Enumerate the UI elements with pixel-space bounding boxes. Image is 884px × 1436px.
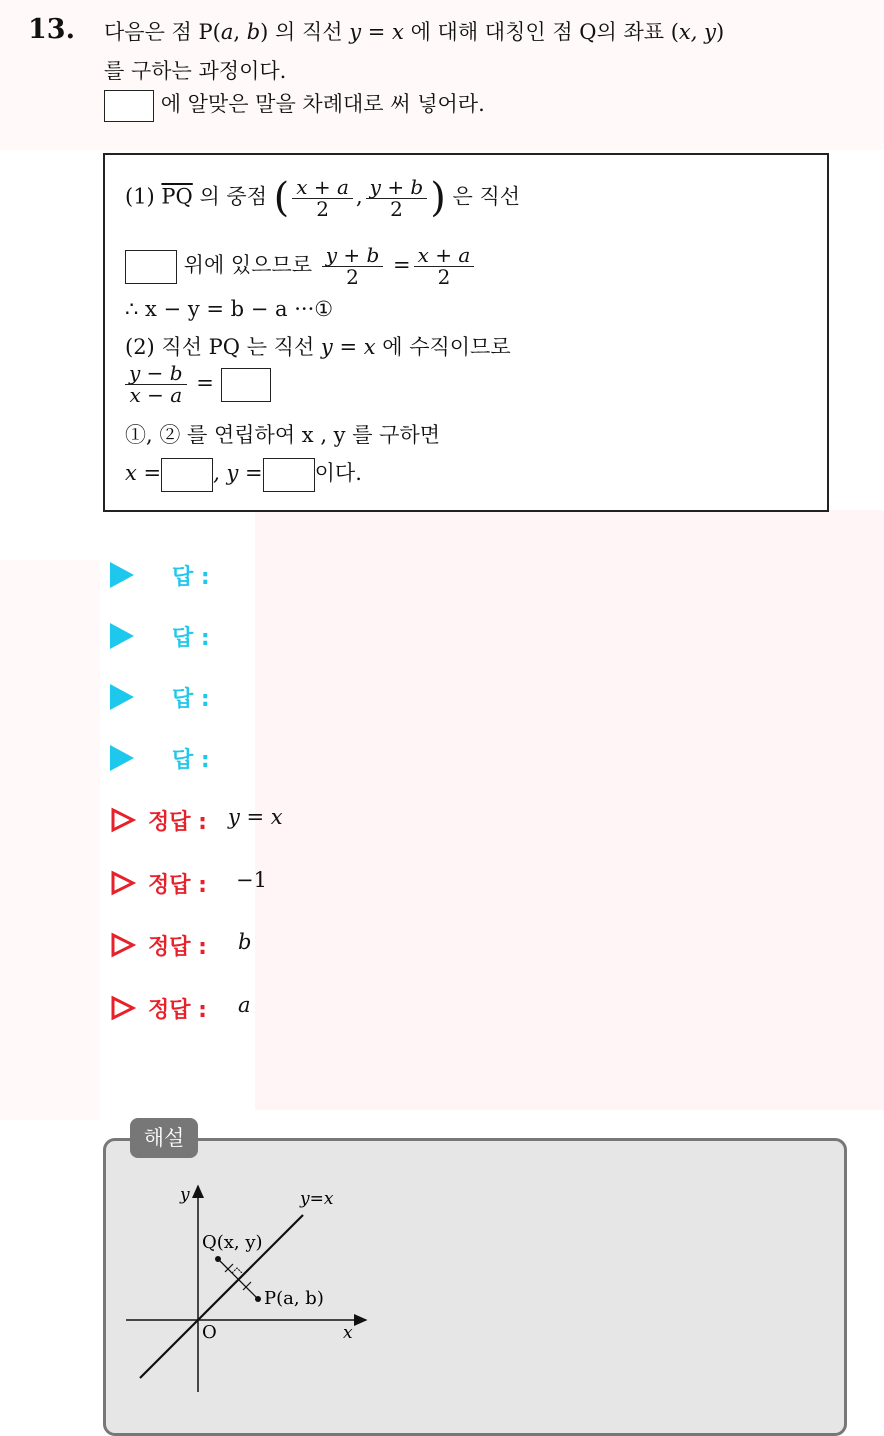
outline-arrow-icon bbox=[110, 870, 136, 896]
problem-line-4: (2) 직선 PQ 는 직선 y = x 에 수직이므로 bbox=[125, 335, 511, 359]
outline-arrow-icon bbox=[110, 807, 136, 833]
problem-line-1: (1) $\overline{PQ}$ 의 중점 ( $\frac{x + a}{2}$ , $\frac{y + b}{2}$ ) 은 직선 bbox=[125, 174, 521, 221]
point-p bbox=[255, 1296, 261, 1302]
reflection-graph bbox=[118, 1180, 378, 1400]
question-line-2: 를 구하는 과정이다. bbox=[104, 59, 287, 83]
outline-arrow-icon bbox=[110, 932, 136, 958]
blank-box bbox=[161, 458, 213, 492]
play-arrow-icon bbox=[110, 623, 134, 649]
fraction: $\frac{x + a}{2}$ bbox=[414, 245, 475, 288]
problem-line-7: x = , y = 이다. bbox=[125, 457, 362, 492]
point-p-label: P(a, b) bbox=[264, 1288, 324, 1309]
right-angle-mark bbox=[232, 1268, 242, 1273]
problem-line-6: ①, ② 를 연립하여 x , y 를 구하면 bbox=[125, 423, 441, 447]
blank-box bbox=[263, 458, 315, 492]
problem-line-5: $\frac{y - b}{x - a}$ = bbox=[125, 363, 271, 406]
fraction: $\frac{x + a}{2}$ bbox=[292, 177, 353, 220]
x-axis-label: x bbox=[343, 1323, 353, 1343]
point-q bbox=[215, 1256, 221, 1262]
y-axis-label: y bbox=[180, 1185, 190, 1205]
question-line-1: 다음은 점 P(a, b) 의 직선 y = x 에 대해 대칭인 점 Q의 좌표 (x, y) bbox=[104, 20, 725, 44]
question-line-3: 에 알맞은 말을 차례대로 써 넣어라. bbox=[104, 88, 485, 122]
play-arrow-icon bbox=[110, 684, 134, 710]
blank-box bbox=[221, 368, 271, 402]
bg-patch bbox=[255, 510, 884, 1110]
bg-patch bbox=[0, 560, 100, 1120]
problem-line-2: 위에 있으므로 $\frac{y + b}{2}$ = $\frac{x + a}{2}$ bbox=[125, 245, 477, 288]
solution-tab: 해설 bbox=[130, 1118, 198, 1158]
fraction: $\frac{y - b}{x - a}$ bbox=[125, 363, 187, 406]
problem-box bbox=[103, 153, 829, 512]
problem-line-3: ∴ x − y = b − a ···① bbox=[125, 297, 334, 321]
question-number: 13. bbox=[28, 14, 75, 45]
origin-label: O bbox=[202, 1322, 217, 1343]
blank-box bbox=[125, 250, 177, 284]
play-arrow-icon bbox=[110, 562, 134, 588]
point-q-label: Q(x, y) bbox=[202, 1232, 263, 1253]
blank-box bbox=[104, 90, 154, 122]
line-label: y=x bbox=[300, 1189, 334, 1209]
play-arrow-icon bbox=[110, 745, 134, 771]
outline-arrow-icon bbox=[110, 995, 136, 1021]
fraction: $\frac{y + b}{2}$ bbox=[366, 177, 428, 220]
fraction: $\frac{y + b}{2}$ bbox=[322, 245, 384, 288]
